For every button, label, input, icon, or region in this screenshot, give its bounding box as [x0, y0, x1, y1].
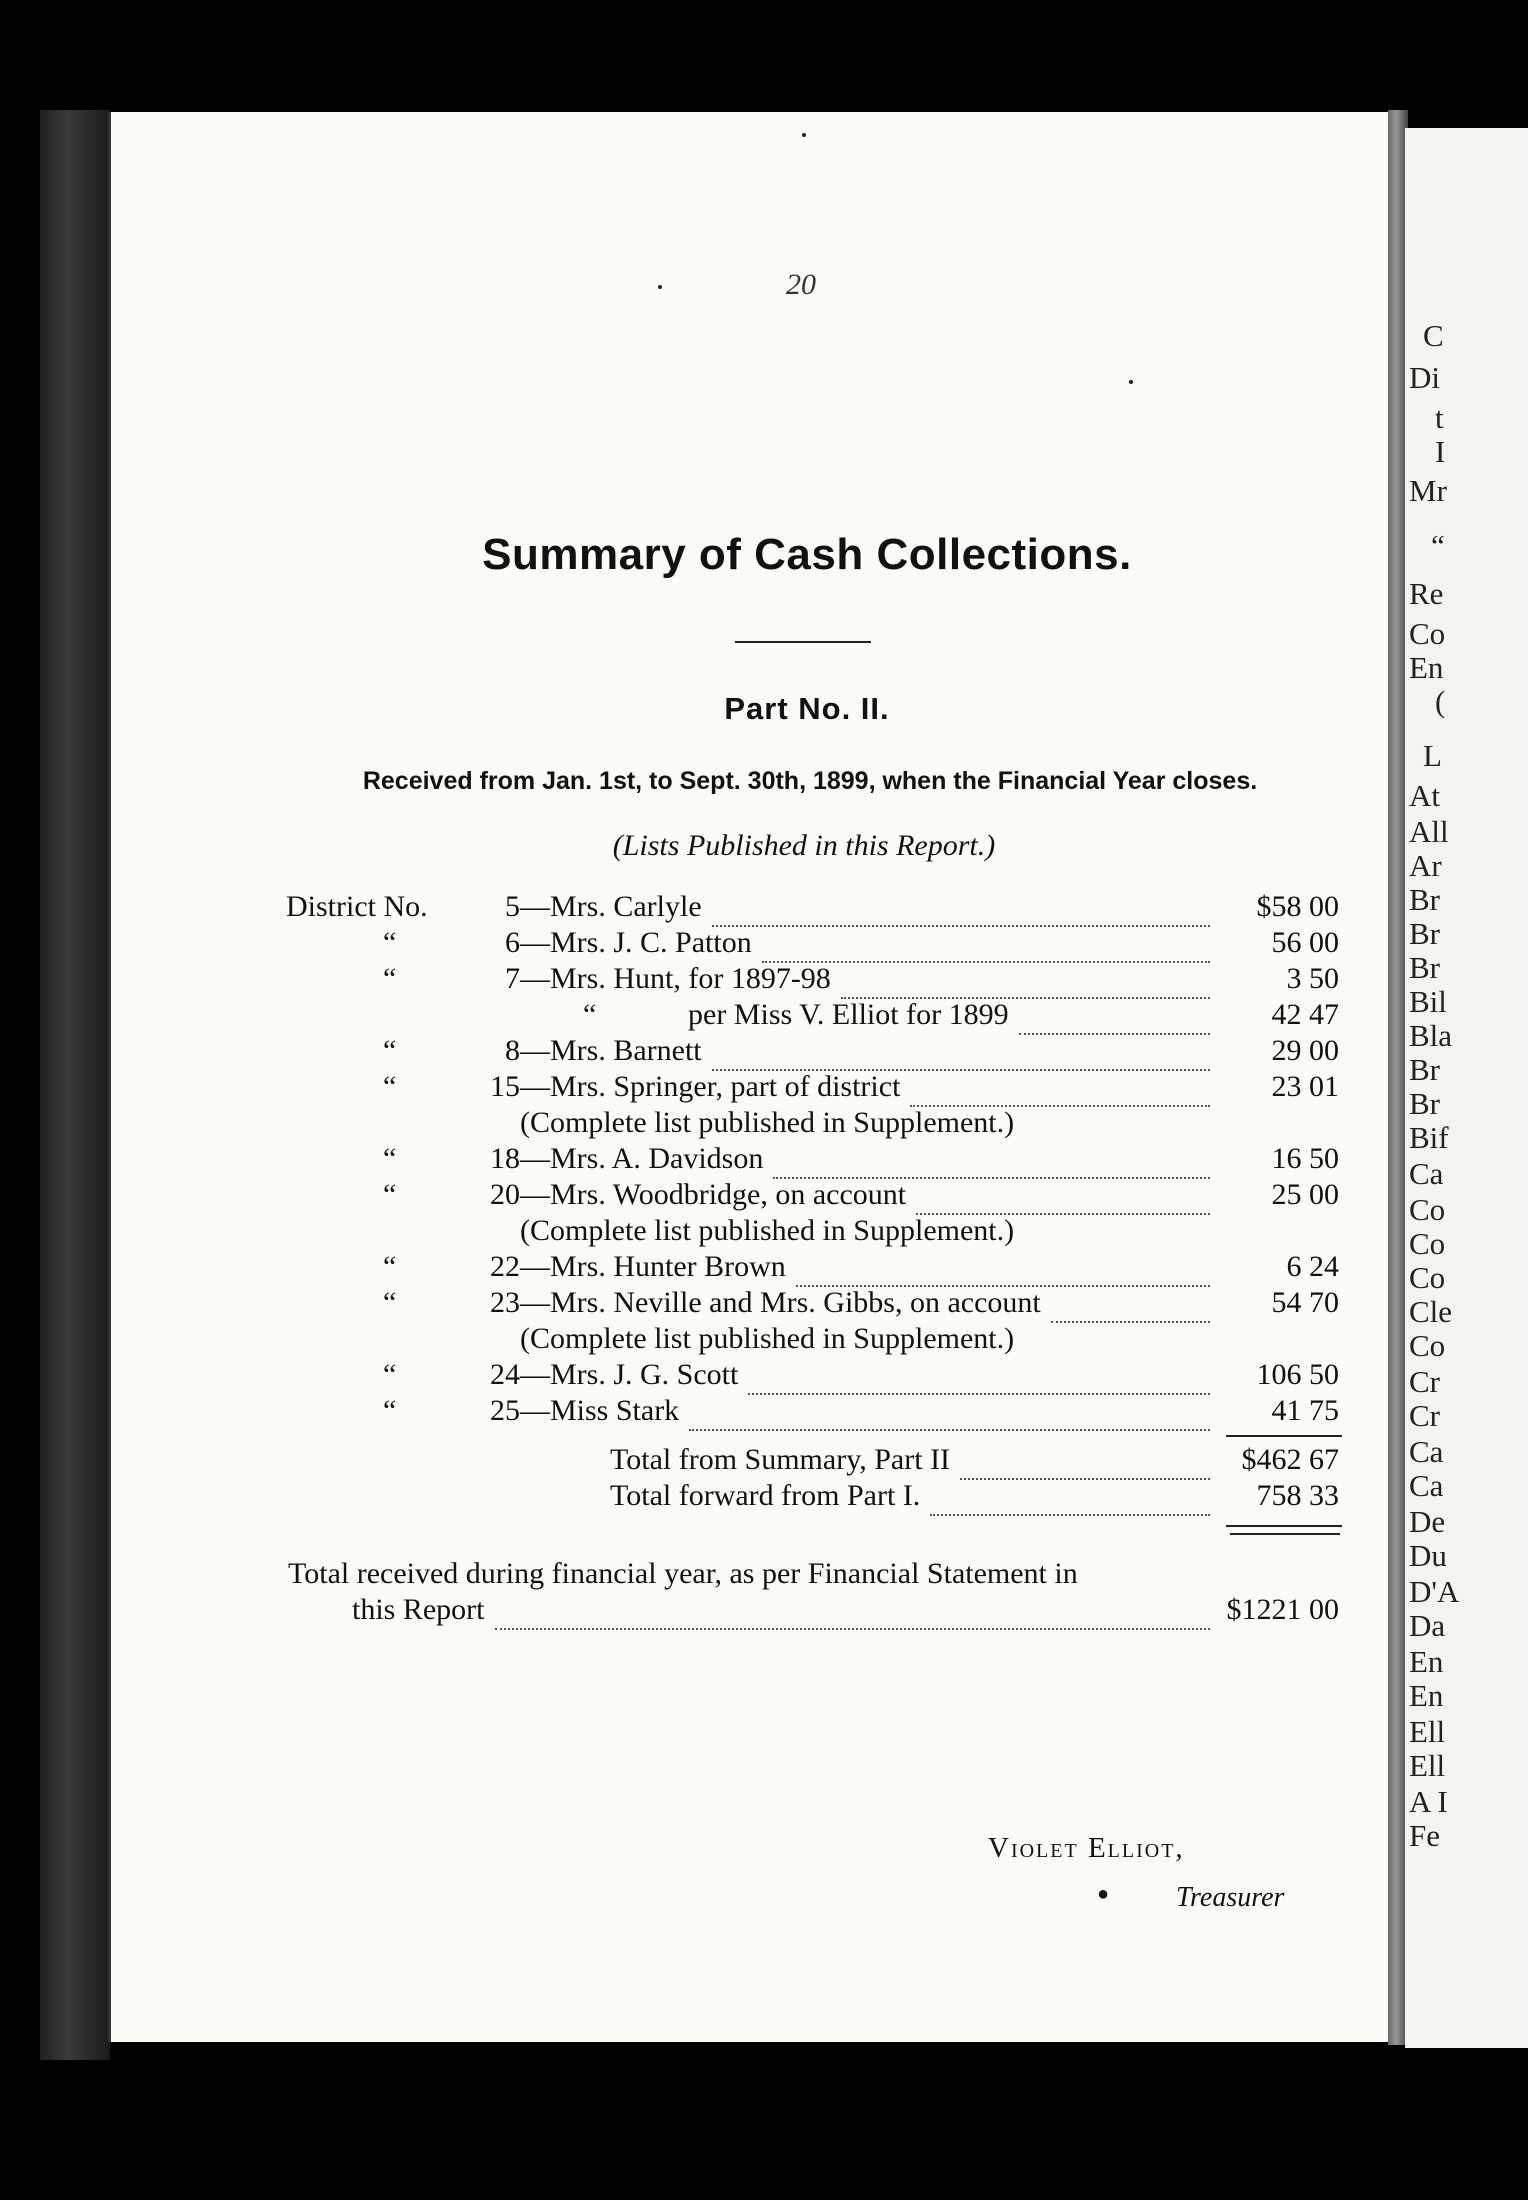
ditto-mark: “ [583, 998, 597, 1031]
district-number: 5 [505, 890, 520, 923]
facing-page-text: Br [1409, 1086, 1440, 1121]
facing-page-text: Ell [1409, 1714, 1446, 1749]
facing-page-text: Br [1409, 916, 1440, 951]
print-speck [658, 285, 662, 289]
bullet-mark: ● [1097, 1883, 1110, 1905]
dot-leader [712, 1039, 1210, 1071]
dot-leader [748, 1363, 1210, 1395]
signature-name: Violet Elliot, [988, 1832, 1185, 1864]
ditto-mark: “ [383, 962, 397, 995]
print-speck [802, 133, 806, 137]
entry-name: —Mrs. Springer, part of district [520, 1070, 901, 1103]
facing-page-text: De [1409, 1504, 1446, 1539]
dot-leader [910, 1075, 1210, 1107]
dot-leader [689, 1399, 1210, 1431]
sum-rule [1230, 1533, 1340, 1535]
facing-page-text: “ [1431, 528, 1445, 563]
entry-amount: 6 24 [1286, 1250, 1339, 1283]
entry-name: —Mrs. Woodbridge, on account [520, 1178, 907, 1211]
facing-page-text: Bla [1409, 1018, 1453, 1053]
book-spine [40, 110, 110, 2060]
facing-page-text: D'A [1409, 1574, 1460, 1609]
entry-amount: 23 01 [1271, 1070, 1339, 1103]
facing-page-text: Br [1409, 950, 1440, 985]
facing-page-text: Da [1409, 1608, 1446, 1643]
ditto-mark: “ [383, 1178, 397, 1211]
supplement-text: (Complete list published in Supplement.) [520, 1106, 1015, 1139]
facing-page-text: C [1423, 318, 1444, 353]
facing-page-text: En [1409, 1644, 1444, 1679]
facing-page-text: Cr [1409, 1364, 1440, 1399]
district-number: 24 [490, 1358, 520, 1391]
entry-amount: $58 00 [1256, 890, 1339, 923]
ditto-mark: “ [383, 1358, 397, 1391]
facing-page-text: Bil [1409, 984, 1447, 1019]
facing-page-text: Cr [1409, 1398, 1440, 1433]
entry-amount: $1221 00 [1226, 1593, 1339, 1626]
entry-amount: 41 75 [1271, 1394, 1339, 1427]
ditto-mark: “ [383, 1070, 397, 1103]
sum-rule [1226, 1435, 1342, 1437]
supplement-text: (Complete list published in Supplement.) [520, 1214, 1015, 1247]
entry-name: —Mrs. Hunter Brown [520, 1250, 786, 1283]
dot-leader [712, 895, 1210, 927]
sum-rule [1226, 1525, 1342, 1527]
district-label: District No. [286, 890, 428, 923]
facing-page-text: Cle [1409, 1294, 1453, 1329]
entry-name: —Mrs. Neville and Mrs. Gibbs, on account [520, 1286, 1041, 1319]
entry-amount: 29 00 [1271, 1034, 1339, 1067]
district-number: 15 [490, 1070, 520, 1103]
entry-amount: 42 47 [1271, 998, 1339, 1031]
entry-name: —Mrs. J. C. Patton [520, 926, 752, 959]
facing-page [1405, 128, 1528, 2048]
facing-page-text: En [1409, 650, 1444, 685]
entry-name: —Mrs. Barnett [520, 1034, 702, 1067]
page-title: Summary of Cash Collections. [482, 530, 1132, 579]
facing-page-text: Fe [1409, 1818, 1440, 1853]
facing-page-text: Ca [1409, 1434, 1444, 1469]
ditto-mark: “ [383, 1250, 397, 1283]
dot-leader [960, 1448, 1210, 1480]
facing-page-text: t [1435, 400, 1444, 435]
entry-name: Total forward from Part I. [610, 1479, 921, 1512]
facing-page-text: Co [1409, 1328, 1446, 1363]
district-number: 7 [505, 962, 520, 995]
entry-name: —Mrs. Carlyle [520, 890, 702, 923]
print-speck [1129, 380, 1133, 384]
entry-amount: 56 00 [1271, 926, 1339, 959]
district-number: 25 [490, 1394, 520, 1427]
facing-page-text: All [1409, 814, 1449, 849]
ditto-mark: “ [383, 1034, 397, 1067]
supplement-text: (Complete list published in Supplement.) [520, 1322, 1015, 1355]
entry-name: —Mrs. A. Davidson [520, 1142, 764, 1175]
district-number: 20 [490, 1178, 520, 1211]
facing-page-text: Br [1409, 1052, 1440, 1087]
ditto-mark: “ [383, 1286, 397, 1319]
facing-page-text: Ell [1409, 1748, 1446, 1783]
facing-page-text: Bif [1409, 1120, 1449, 1155]
facing-page-text: ( [1435, 684, 1446, 719]
dot-leader [495, 1598, 1211, 1630]
facing-page-text: En [1409, 1678, 1444, 1713]
facing-page-text: Re [1409, 576, 1444, 611]
facing-page-text: A I [1409, 1784, 1448, 1819]
facing-page-text: I [1435, 434, 1446, 469]
facing-page-text: Du [1409, 1538, 1447, 1573]
entry-name: —Mrs. Hunt, for 1897-98 [520, 962, 831, 995]
dot-leader [796, 1255, 1210, 1287]
entry-amount: 106 50 [1256, 1358, 1339, 1391]
entry-name: —Mrs. J. G. Scott [520, 1358, 739, 1391]
entry-amount: 3 50 [1286, 962, 1339, 995]
ditto-mark: “ [383, 926, 397, 959]
entry-name: Total from Summary, Part II [610, 1443, 951, 1476]
facing-page-text: Ca [1409, 1468, 1444, 1503]
facing-page-text: Mr [1409, 473, 1447, 508]
district-number: 22 [490, 1250, 520, 1283]
facing-page-text: Co [1409, 1260, 1446, 1295]
facing-page-text: Co [1409, 1192, 1446, 1227]
dot-leader [762, 931, 1210, 963]
facing-page-text: Co [1409, 1226, 1446, 1261]
ditto-mark: “ [383, 1394, 397, 1427]
lists-note: (Lists Published in this Report.) [612, 829, 996, 862]
facing-page-text: Co [1409, 616, 1446, 651]
entry-amount: $462 67 [1241, 1443, 1339, 1476]
facing-page-text: Ar [1409, 848, 1442, 883]
entry-amount: 758 33 [1256, 1479, 1339, 1512]
facing-page-text: At [1409, 778, 1440, 813]
received-period: Received from Jan. 1st, to Sept. 30th, 1899, when the Financial Year closes. [362, 767, 1258, 795]
dot-leader [930, 1484, 1210, 1516]
page-number: 20 [786, 268, 816, 301]
district-number: 18 [490, 1142, 520, 1175]
district-number: 8 [505, 1034, 520, 1067]
district-number: 6 [505, 926, 520, 959]
district-number: 23 [490, 1286, 520, 1319]
entry-amount: 25 00 [1271, 1178, 1339, 1211]
facing-page-text: Br [1409, 882, 1440, 917]
dot-leader [773, 1147, 1210, 1179]
entry-amount: 54 70 [1271, 1286, 1339, 1319]
dot-leader [1051, 1291, 1210, 1323]
entry-name: per Miss V. Elliot for 1899 [688, 998, 1009, 1031]
ditto-mark: “ [383, 1142, 397, 1175]
facing-page-text: Di [1409, 360, 1440, 395]
grand-total-text: Total received during financial year, as per Financial Statement in [288, 1557, 1078, 1590]
dot-leader [841, 967, 1210, 999]
part-subtitle: Part No. II. [724, 691, 890, 726]
dot-leader [916, 1183, 1210, 1215]
entry-name: this Report [352, 1593, 485, 1626]
entry-amount: 16 50 [1271, 1142, 1339, 1175]
entry-name: —Miss Stark [520, 1394, 680, 1427]
facing-page-text: Ca [1409, 1156, 1444, 1191]
facing-page-text: L [1423, 738, 1442, 773]
title-divider [735, 641, 871, 643]
signature-title: Treasurer [1176, 1882, 1285, 1913]
dot-leader [1019, 1003, 1210, 1035]
